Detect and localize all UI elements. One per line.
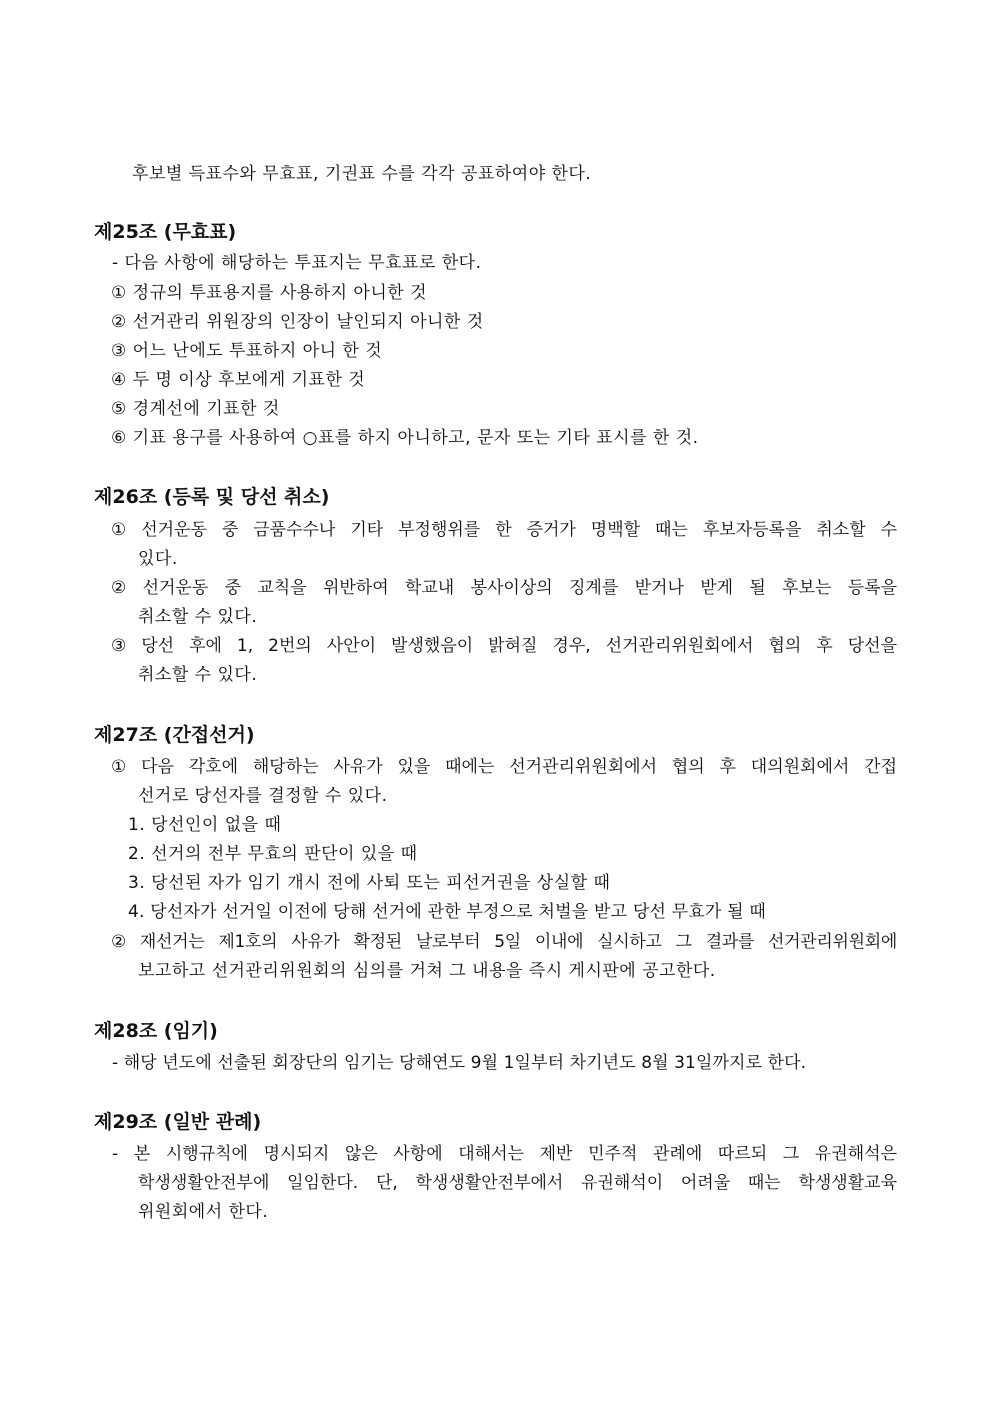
- justified-text: ② 선거운동 중 교칙을 위반하여 학교내 봉사이상의 징계를 받거나 받게 될 후보는 등록을: [111, 578, 897, 598]
- article-26-item-line: [111, 576, 897, 600]
- justified-text: - 본 시행규칙에 명시되지 않은 사항에 대해서는 제반 민주적 관례에 따르되 그 유권해석은: [112, 1144, 897, 1164]
- article-26-title: 제26조 (등록 및 당선 취소): [94, 486, 330, 508]
- article-27-para-line: 선거로 당선자를 결정할 수 있다.: [138, 786, 388, 806]
- article-27-para-line: [111, 755, 897, 779]
- article-29-line: 위원회에서 한다.: [138, 1202, 269, 1222]
- article-27-subitem: 2. 선거의 전부 무효의 판단이 있을 때: [128, 844, 418, 864]
- article-25-item: ③ 어느 난에도 투표하지 아니 한 것: [111, 341, 383, 361]
- article-29-line: [138, 1171, 897, 1195]
- article-26-item-line: 있다.: [138, 549, 178, 569]
- article-25-item: ① 정규의 투표용지를 사용하지 아니한 것: [111, 283, 428, 303]
- article-27-subitem: 4. 당선자가 선거일 이전에 당해 선거에 관한 부정으로 처벌을 받고 당선 무효가 될 때: [128, 902, 766, 922]
- article-27-subitem: 1. 당선인이 없을 때: [128, 815, 282, 835]
- article-25-title: 제25조 (무효표): [94, 221, 237, 243]
- article-27-title: 제27조 (간접선거): [94, 724, 255, 746]
- article-25-item: ⑤ 경계선에 기표한 것: [111, 399, 280, 419]
- justified-text: ① 선거운동 중 금품수수나 기타 부정행위를 한 증거가 명백할 때는 후보자등록을 취소할 수: [111, 520, 897, 540]
- article-27-para-line: 보고하고 선거관리위원회의 심의를 거쳐 그 내용을 즉시 게시판에 공고한다.: [138, 961, 716, 981]
- article-27-para-line: [111, 930, 897, 954]
- article-27-subitem: 3. 당선된 자가 임기 개시 전에 사퇴 또는 피선거권을 상실할 때: [128, 873, 611, 893]
- article-25-item: ② 선거관리 위원장의 인장이 날인되지 아니한 것: [111, 312, 484, 332]
- article-26-item-line: 취소할 수 있다.: [138, 665, 258, 685]
- article-25-item: ⑥ 기표 용구를 사용하여 ○표를 하지 아니하고, 문자 또는 기타 표시를 한 것.: [111, 428, 699, 448]
- article-28-title: 제28조 (임기): [94, 1020, 218, 1042]
- article-26-item-line: [111, 518, 897, 542]
- article-29-line: [112, 1142, 897, 1166]
- justified-text: ① 다음 각호에 해당하는 사유가 있을 때에는 선거관리위원회에서 협의 후 대의원회에서 간접: [111, 757, 897, 777]
- justified-text: 학생생활안전부에 일임한다. 단, 학생생활안전부에서 유권해석이 어려울 때는 학생생활교육: [138, 1173, 897, 1193]
- justified-text: ③ 당선 후에 1, 2번의 사안이 발생했음이 밝혀질 경우, 선거관리위원회에서 협의 후 당선을: [111, 636, 897, 656]
- article-25-item: ④ 두 명 이상 후보에게 기표한 것: [111, 370, 366, 390]
- article-25-lead: - 다음 사항에 해당하는 투표지는 무효표로 한다.: [112, 253, 482, 273]
- article-26-item-line: [111, 634, 897, 658]
- article-26-item-line: 취소할 수 있다.: [138, 607, 258, 627]
- justified-text: ② 재선거는 제1호의 사유가 확정된 날로부터 5일 이내에 실시하고 그 결과를 선거관리위원회에: [111, 932, 897, 952]
- article-29-title: 제29조 (일반 관례): [94, 1111, 262, 1133]
- intro-text: 후보별 득표수와 무효표, 기권표 수를 각각 공표하여야 한다.: [132, 164, 592, 184]
- article-28-text: - 해당 년도에 선출된 회장단의 임기는 당해연도 9월 1일부터 차기년도 8월 31일까지로 한다.: [112, 1053, 807, 1073]
